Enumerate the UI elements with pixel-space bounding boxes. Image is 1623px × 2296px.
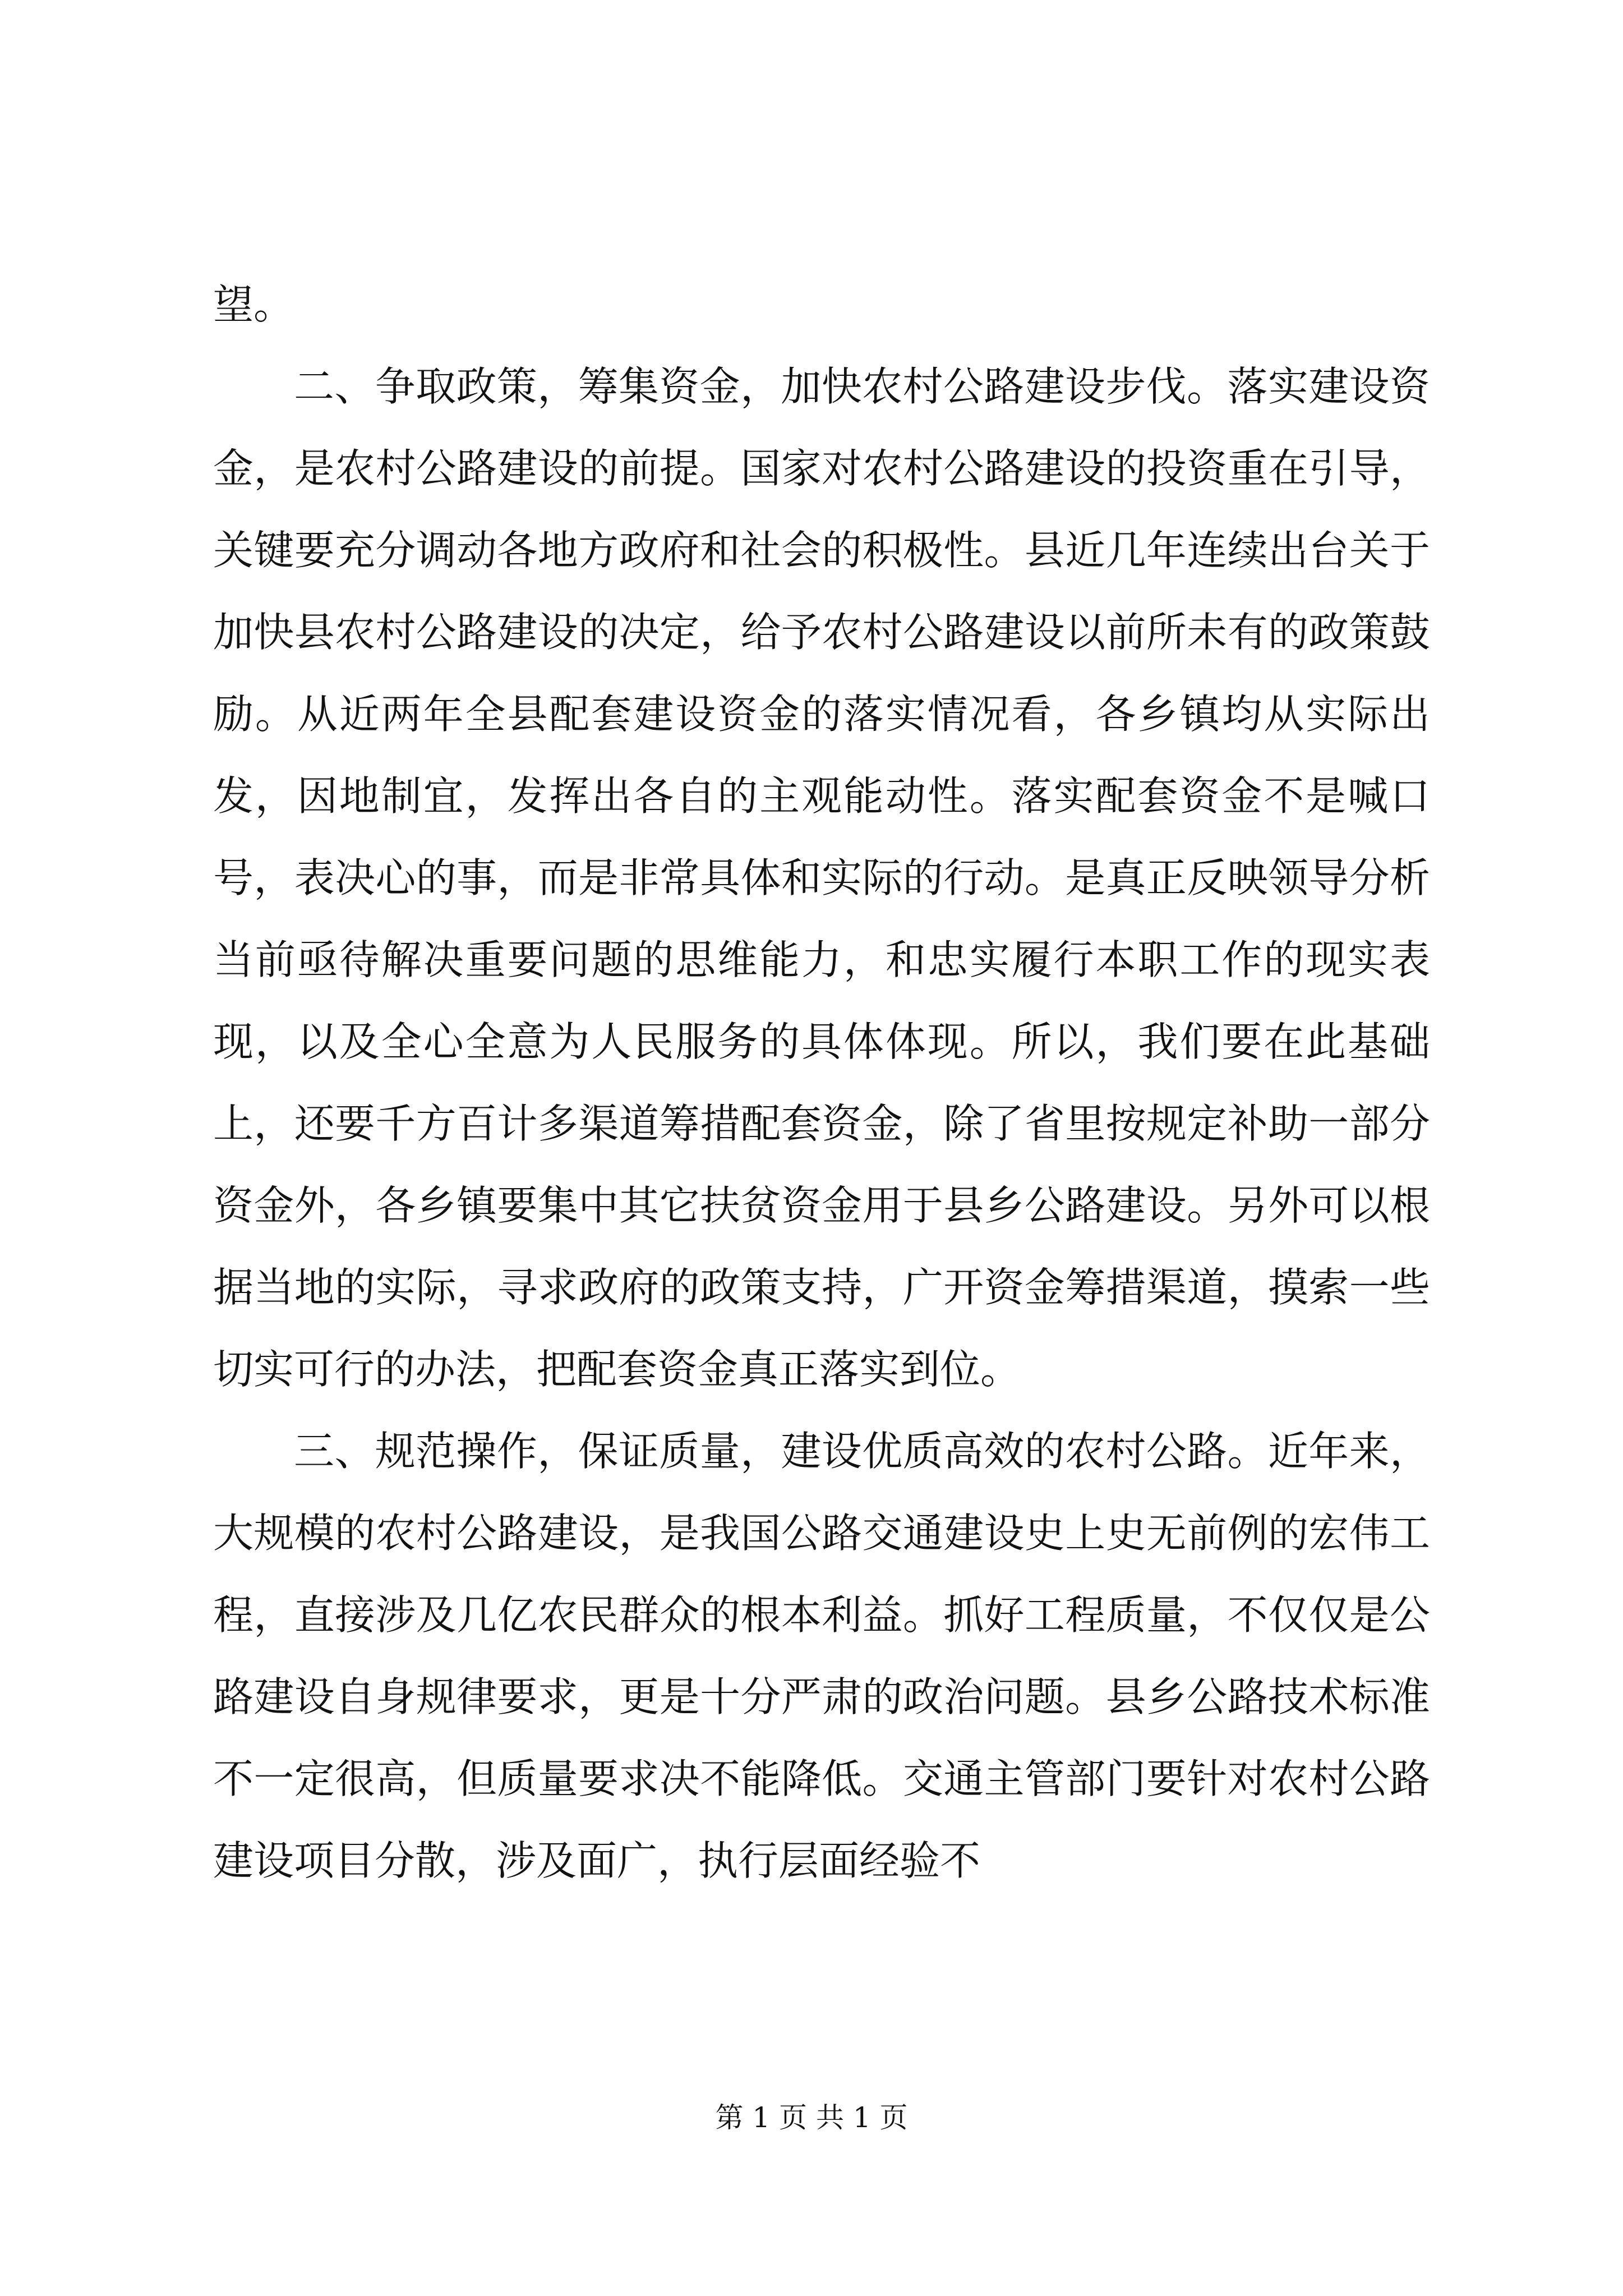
paragraph-section-three: 三、规范操作，保证质量，建设优质高效的农村公路。近年来，大规模的农村公路建设，是我国公路交通建设史上史无前例的宏伟工程，直接涉及几亿农民群众的根本利益。抓好工程质量，不仅仅是公路建设自身规律要求，更是十分严肃的政治问题。县乡公路技术标准不一定很高，但质量要求决不能降低。交通主管部门要针对农村公路建设项目分散，涉及面广，执行层面经验不 bbox=[213, 1428, 1430, 1884]
paragraph-continuation: 望。 bbox=[213, 281, 294, 328]
document-body bbox=[213, 264, 1430, 1902]
paragraph-section-two: 二、争取政策，筹集资金，加快农村公路建设步伐。落实建设资金，是农村公路建设的前提。国家对农村公路建设的投资重在引导，关键要充分调动各地方政府和社会的积极性。县近几年连续出台关于加快县农村公路建设的决定，给予农村公路建设以前所未有的政策鼓励。从近两年全县配套建设资金的落实情况看，各乡镇均从实际出发，因地制宜，发挥出各自的主观能动性。落实配套资金不是喊口号，表决心的事，而是非常具体和实际的行动。是真正反映领导分析当前亟待解决重要问题的思维能力，和忠实履行本职工作的现实表现，以及全心全意为人民服务的具体体现。所以，我们要在此基础上，还要千方百计多渠道筹措配套资金，除了省里按规定补助一部分资金外，各乡镇要集中其它扶贫资金用于县乡公路建设。另外可以根据当地的实际，寻求政府的政策支持，广开资金筹措渠道，摸索一些切实可行的办法，把配套资金真正落实到位。 bbox=[213, 363, 1430, 1393]
page-number-footer: 第 1 页 共 1 页 bbox=[715, 2101, 908, 2134]
